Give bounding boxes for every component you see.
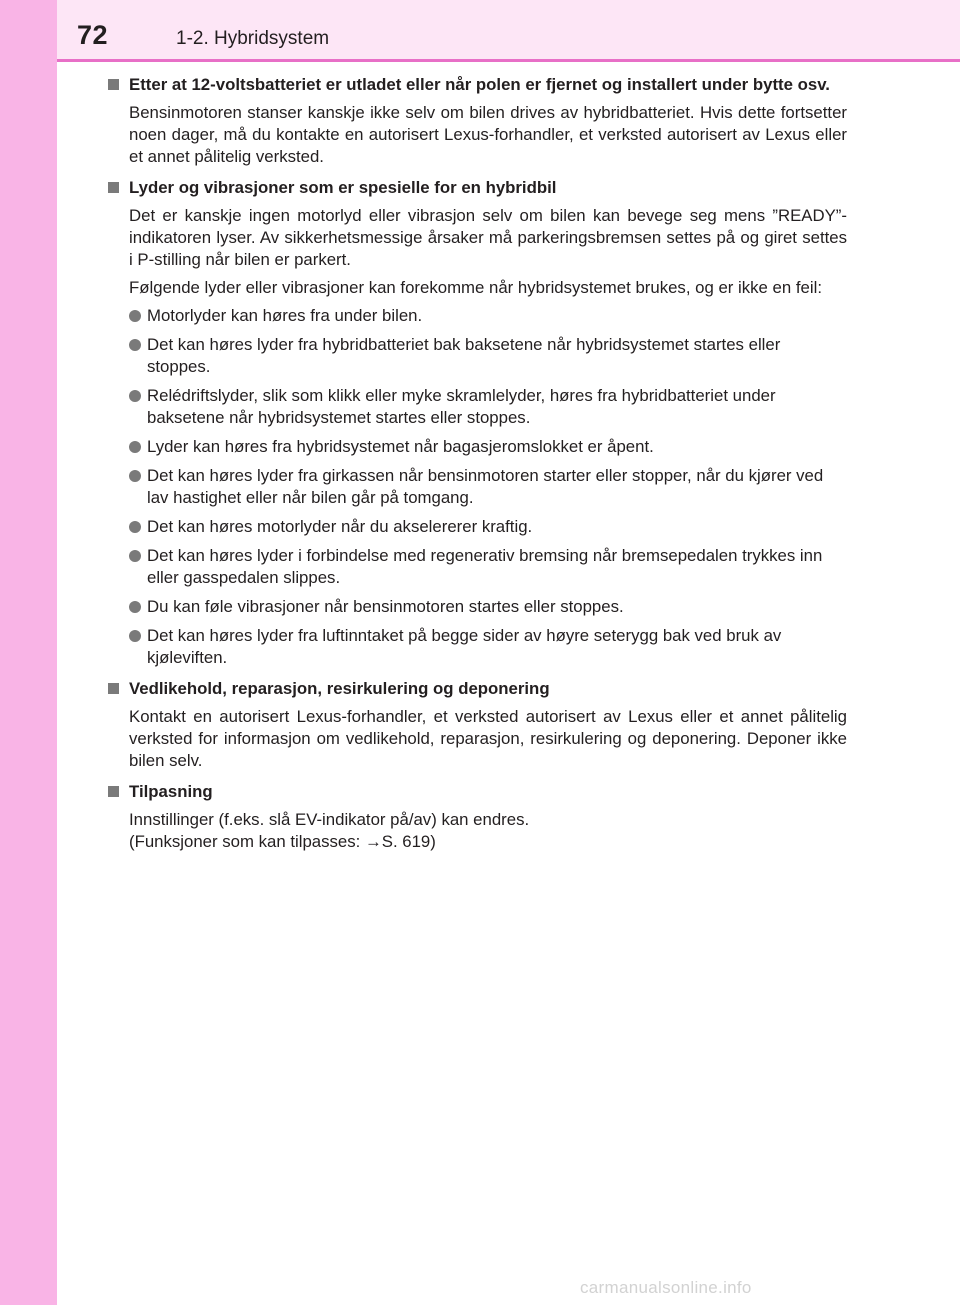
paragraph: Det er kanskje ingen motorlyd eller vibrasjon selv om bilen kan bevege seg mens ”READY”-indikatoren lyser. Av sikkerhetsmessige årsaker må parkeringsbremsen settes på og giret settes i P-stilling når bilen er parkert. (129, 206, 847, 269)
square-bullet-icon (108, 786, 119, 797)
round-bullet-icon (129, 339, 141, 351)
square-bullet-icon (108, 683, 119, 694)
side-tab-bar (0, 0, 57, 1305)
reference-prefix: (Funksjoner som kan tilpasses: (129, 832, 365, 851)
section-battery (107, 74, 847, 168)
section-heading-text: Lyder og vibrasjoner som er spesielle for en hybridbil (129, 178, 557, 197)
section-heading (107, 74, 847, 96)
reference-suffix: ) (430, 832, 436, 851)
section-title: 1-2. Hybridsystem (176, 28, 330, 49)
square-bullet-icon (108, 182, 119, 193)
round-bullet-icon (129, 470, 141, 482)
list-item (129, 516, 847, 538)
section-heading (107, 678, 847, 700)
square-bullet-icon (108, 79, 119, 90)
paragraph: Følgende lyder eller vibrasjoner kan forekomme når hybridsystemet brukes, og er ikke en feil: (129, 278, 822, 297)
page-reference-link[interactable]: S. 619 (381, 832, 431, 851)
section-heading (107, 781, 847, 803)
round-bullet-icon (129, 441, 141, 453)
section-heading-text: Tilpasning (129, 782, 213, 801)
bullet-list (129, 305, 847, 669)
section-sounds (107, 177, 847, 669)
page-number: 72 (77, 20, 109, 50)
arrow-icon: → (364, 832, 382, 851)
section-heading-text: Vedlikehold, reparasjon, resirkulering og deponering (129, 679, 550, 698)
section-heading (107, 177, 847, 199)
section-maintenance (107, 678, 847, 772)
round-bullet-icon (129, 601, 141, 613)
list-item (129, 385, 847, 429)
list-item (129, 334, 847, 378)
list-item-text: Det kan høres lyder fra girkassen når bensinmotoren starter eller stopper, når du kjører ved lav hastighet eller når bilen går på tomgang. (147, 466, 824, 507)
cross-reference (129, 831, 847, 853)
round-bullet-icon (129, 390, 141, 402)
round-bullet-icon (129, 521, 141, 533)
list-item-text: Lyder kan høres fra hybridsystemet når bagasjeromslokket er åpent. (147, 437, 654, 456)
section-customization (107, 781, 847, 853)
paragraph: Kontakt en autorisert Lexus-forhandler, et verksted autorisert av Lexus eller et annet pålitelig verksted for informasjon om vedlikehold, reparasjon, resirkulering og deponering. Deponer ikke bilen selv. (129, 707, 847, 770)
list-item-text: Det kan høres motorlyder når du akselererer kraftig. (147, 517, 533, 536)
paragraph: Innstillinger (f.eks. slå EV-indikator på/av) kan endres. (129, 810, 530, 829)
list-item (129, 596, 847, 618)
list-item-text: Det kan høres lyder i forbindelse med regenerativ bremsing når bremsepedalen trykkes inn eller gasspedalen slippes. (147, 546, 823, 587)
list-item (129, 305, 847, 327)
list-item (129, 625, 847, 669)
round-bullet-icon (129, 550, 141, 562)
list-item-text: Det kan høres lyder fra luftinntaket på begge sider av høyre seterygg bak ved bruk av kjøleviften. (147, 626, 782, 667)
list-item-text: Du kan føle vibrasjoner når bensinmotoren startes eller stoppes. (147, 597, 624, 616)
round-bullet-icon (129, 630, 141, 642)
list-item (129, 436, 847, 458)
page-content (107, 74, 847, 862)
paragraph: Bensinmotoren stanser kanskje ikke selv om bilen drives av hybridbatteriet. Hvis dette fortsetter noen dager, må du kontakte en autorisert Lexus-forhandler, et verksted autorisert av Lexus eller et annet pålitelig verksted. (129, 103, 847, 166)
watermark: carmanualsonline.info (580, 1278, 752, 1297)
list-item-text: Det kan høres lyder fra hybridbatteriet bak baksetene når hybridsystemet startes eller stoppes. (147, 335, 781, 376)
list-item-text: Relédriftslyder, slik som klikk eller myke skramlelyder, høres fra hybridbatteriet under baksetene når hybridsystemet startes eller stoppes. (147, 386, 776, 427)
round-bullet-icon (129, 310, 141, 322)
list-item-text: Motorlyder kan høres fra under bilen. (147, 306, 423, 325)
list-item (129, 465, 847, 509)
list-item (129, 545, 847, 589)
section-heading-text: Etter at 12-voltsbatteriet er utladet eller når polen er fjernet og installert under bytte osv. (129, 75, 830, 94)
